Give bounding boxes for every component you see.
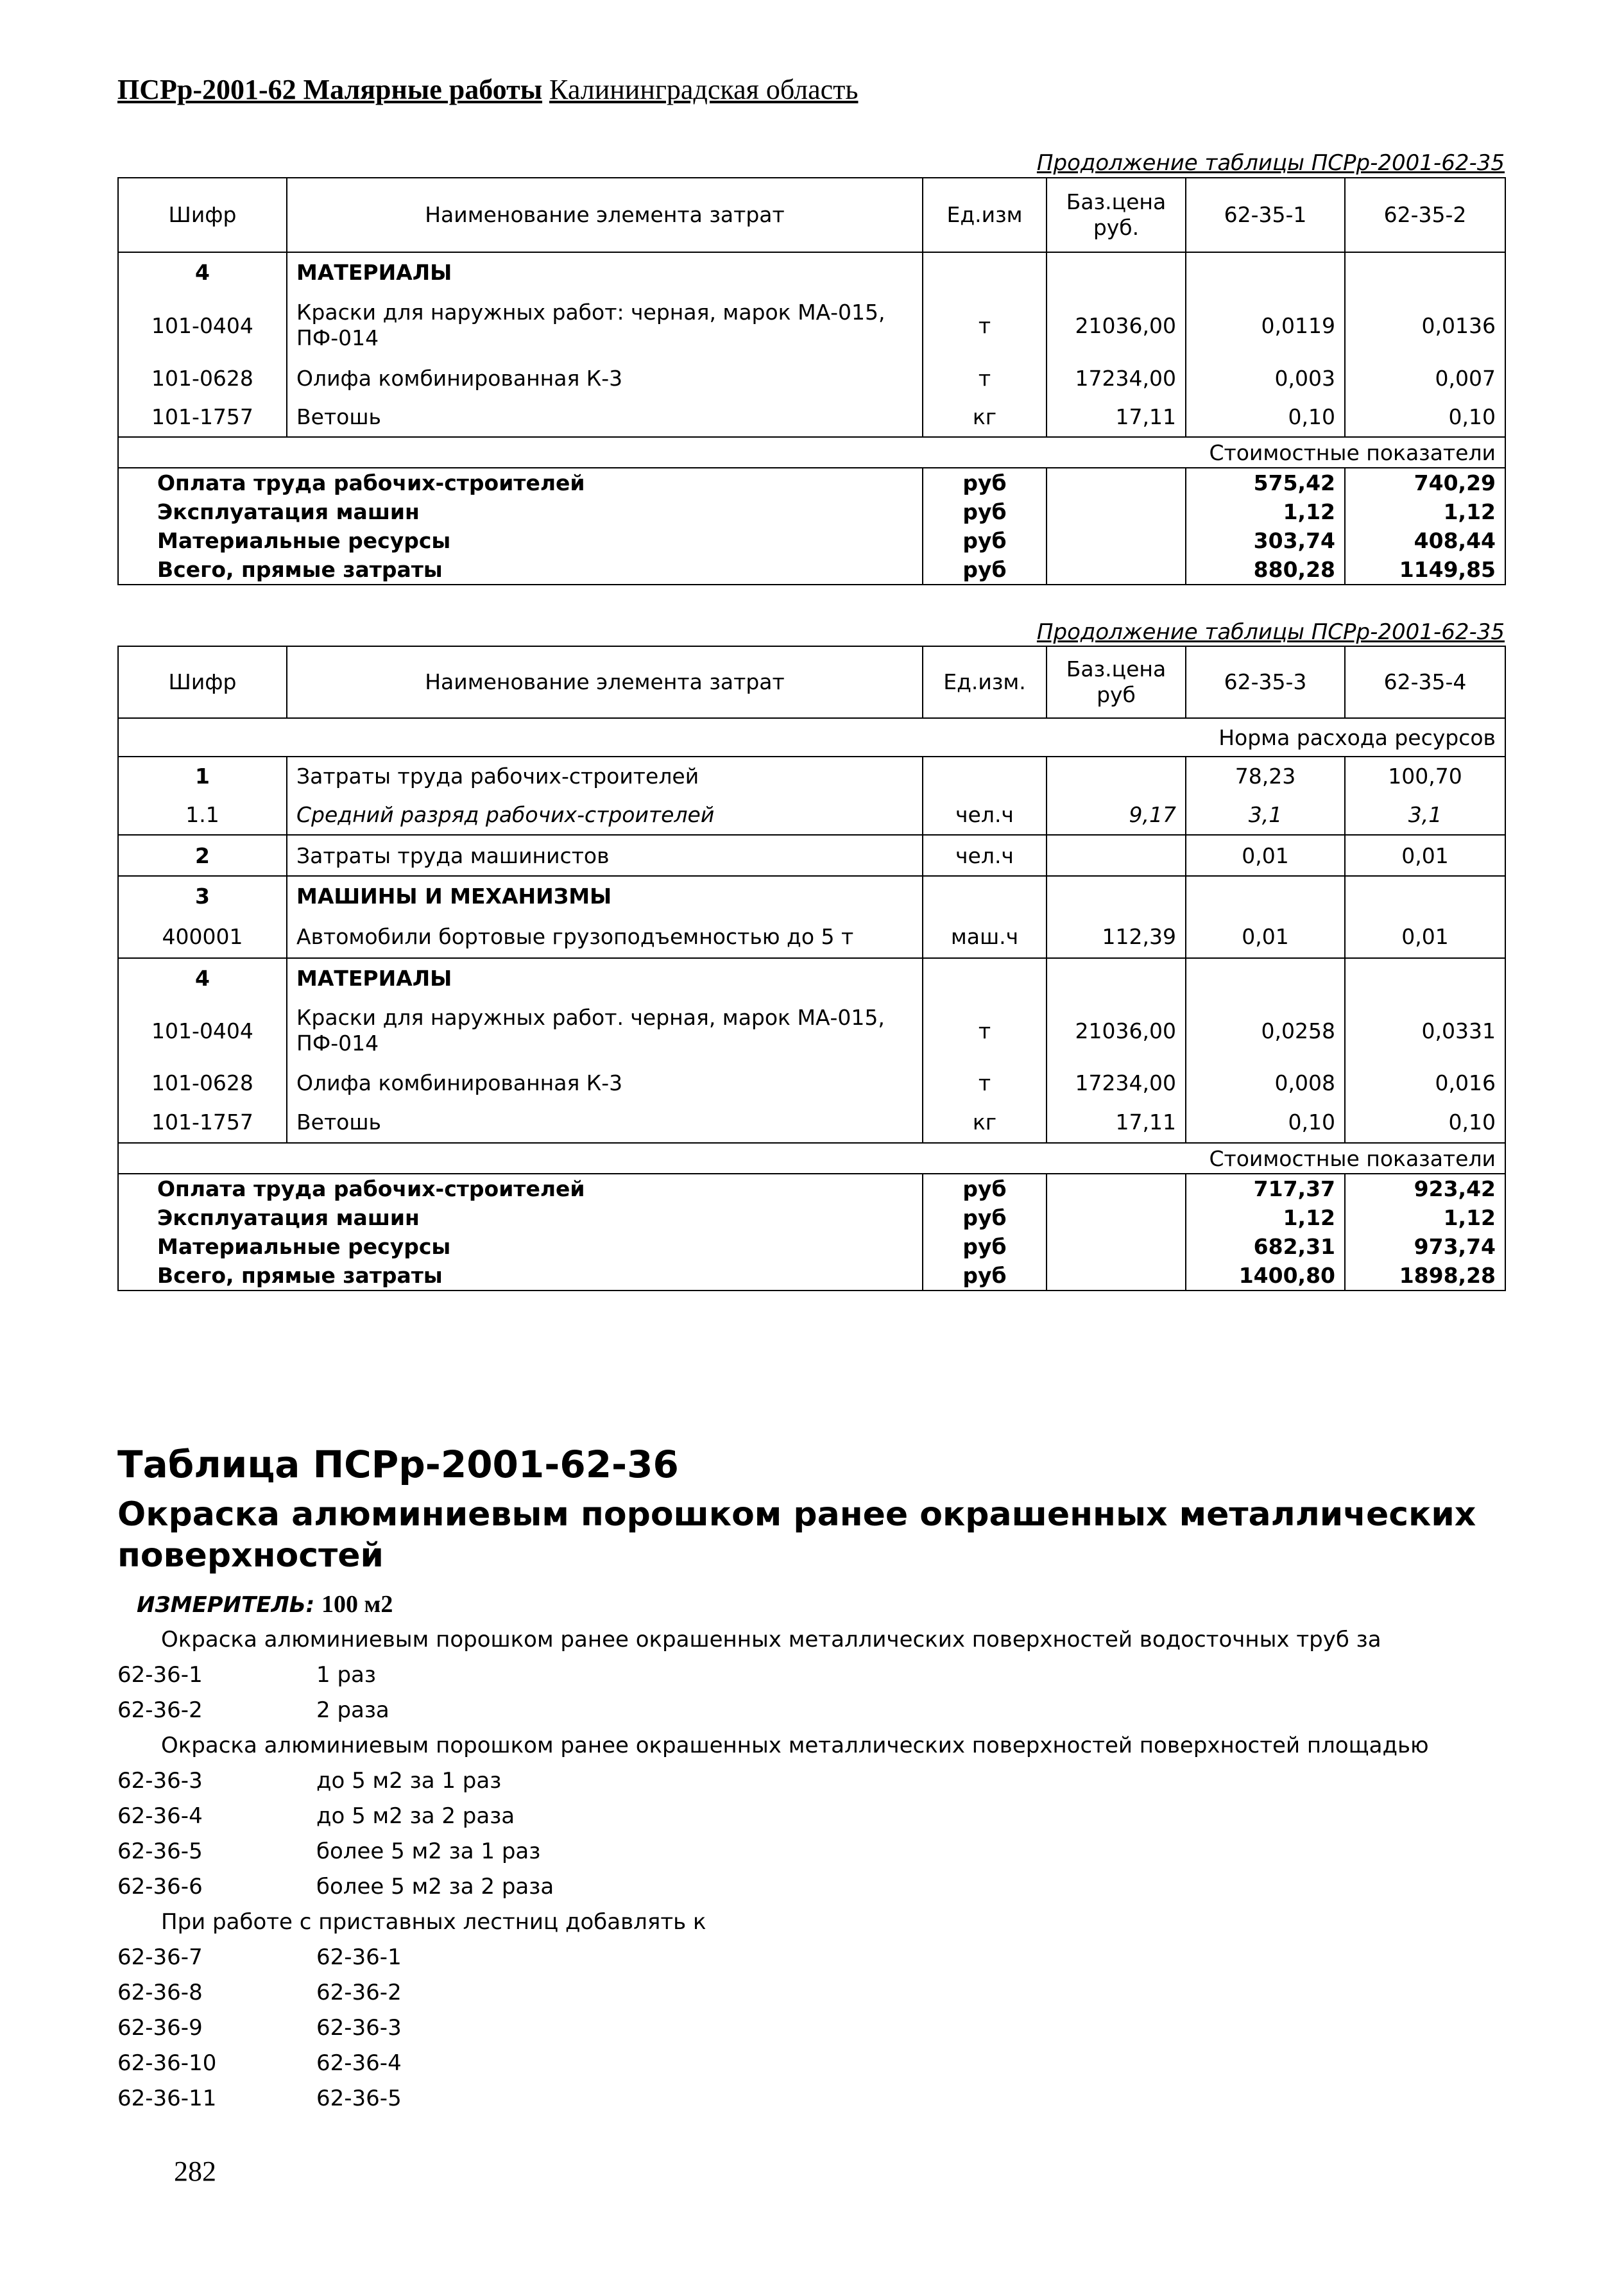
total-label-labor: Оплата труда рабочих-строителей [157,470,585,495]
row-code: 101-0628 [118,1063,287,1102]
row-value-2: 0,016 [1345,1063,1505,1102]
item-desc: 2 раза [316,1697,389,1723]
total-value: 682,31 [1253,1234,1335,1259]
table1-cost-label-row [118,437,1505,468]
item-desc: до 5 м2 за 1 раз [316,1768,502,1794]
row-unit: чел.ч [923,835,1047,876]
total-unit: руб [962,1205,1007,1230]
item-desc: 1 раз [316,1662,376,1688]
row-number: 1.1 [118,795,287,835]
table1-continuation: Продолжение таблицы ПСРр-2001-62-35 [1036,150,1505,176]
table-row [118,1102,1505,1143]
row-name: Средний разряд рабочих-строителей [287,795,923,835]
line-text: При работе с приставных лестниц добавлять к [161,1909,706,1935]
table-row [118,1063,1505,1102]
row-value-2: 0,0136 [1345,292,1505,359]
section-name: МАТЕРИАЛЫ [287,252,923,292]
row-unit: маш.ч [923,916,1047,958]
row-unit: чел.ч [923,795,1047,835]
total-label-materials: Материальные ресурсы [157,528,451,553]
header-code-title: ПСРр-2001-62 Малярные работы [117,74,543,105]
totals-labels [118,1174,923,1291]
item-code: 62-36-11 [117,2086,217,2111]
row-price: 21036,00 [1047,292,1186,359]
total-unit: руб [962,528,1007,553]
table2-header-price: Баз.цена руб [1047,646,1186,718]
cost-indicators-label: Стоимостные показатели [118,437,1505,468]
table2 [117,646,1506,1291]
row-value-1: 0,0119 [1186,292,1345,359]
section-title: Таблица ПСРр-2001-62-36 [117,1443,679,1486]
total-label-direct: Всего, прямые затраты [157,557,443,582]
page-header [117,72,858,108]
row-name: Автомобили бортовые грузоподъемностью до 5 т [287,916,923,958]
item-code: 62-36-8 [117,1980,203,2005]
total-unit: руб [962,1176,1007,1201]
totals-col2 [1345,468,1505,585]
total-unit: руб [962,1234,1007,1259]
row-name: Ветошь [287,397,923,437]
total-unit: руб [962,470,1007,495]
table2-norm-label-row [118,718,1505,757]
table1-totals [118,468,1505,585]
page-number: 282 [174,2156,216,2187]
cost-indicators-label: Стоимостные показатели [118,1143,1505,1174]
total-value: 1898,28 [1399,1263,1496,1288]
item-code: 62-36-7 [117,1944,203,1970]
table1 [117,177,1506,585]
table2-header-row [118,646,1505,718]
totals-units [923,468,1047,585]
totals-labels [118,468,923,585]
section-number: 3 [118,876,287,916]
table2-header-col4: 62-35-4 [1345,646,1505,718]
total-value: 303,74 [1253,528,1335,553]
total-value: 1,12 [1443,499,1496,524]
total-value: 1,12 [1283,499,1335,524]
row-code: 101-1757 [118,397,287,437]
item-desc: более 5 м2 за 2 раза [316,1874,554,1900]
row-unit: кг [923,1102,1047,1143]
row-price: 17,11 [1047,1102,1186,1143]
row-number: 1 [118,757,287,795]
table1-header-name: Наименование элемента затрат [287,178,923,252]
table2-section4-row [118,958,1505,998]
total-label-machines: Эксплуатация машин [157,1205,420,1230]
item-desc: 62-36-4 [316,2050,402,2076]
total-label-materials: Материальные ресурсы [157,1234,451,1259]
totals-col2 [1345,1174,1505,1291]
table1-header-row [118,178,1505,252]
item-desc: 62-36-1 [316,1944,402,1970]
row-code: 101-0628 [118,359,287,397]
total-value: 1,12 [1443,1205,1496,1230]
row-value-1: 0,10 [1186,397,1345,437]
row-value-1: 0,01 [1186,835,1345,876]
table2-continuation: Продолжение таблицы ПСРр-2001-62-35 [1036,619,1505,645]
item-code: 62-36-4 [117,1803,203,1829]
table-row [118,359,1505,397]
total-value: 880,28 [1253,557,1335,582]
table-row [118,397,1505,437]
row-value-1: 3,1 [1186,795,1345,835]
row-value-2: 0,10 [1345,1102,1505,1143]
row-value-2: 0,0331 [1345,998,1505,1063]
total-label-labor: Оплата труда рабочих-строителей [157,1176,585,1201]
item-code: 62-36-5 [117,1839,203,1864]
total-label-machines: Эксплуатация машин [157,499,420,524]
item-desc: более 5 м2 за 1 раз [316,1839,541,1864]
total-value: 740,29 [1414,470,1496,495]
line-text: Окраска алюминиевым порошком ранее окрашенных металлических поверхностей водосточных труб за [161,1627,1381,1652]
totals-col1 [1186,468,1345,585]
totals-units [923,1174,1047,1291]
item-desc: 62-36-2 [316,1980,402,2005]
row-value-2: 0,10 [1345,397,1505,437]
norm-label: Норма расхода ресурсов [118,718,1505,757]
total-unit: руб [962,1263,1007,1288]
row-name: Затраты труда рабочих-строителей [287,757,923,795]
table-row [118,292,1505,359]
row-unit: т [923,292,1047,359]
row-unit: т [923,359,1047,397]
row-value-1: 0,01 [1186,916,1345,958]
totals-col1 [1186,1174,1345,1291]
table2-header-col3: 62-35-3 [1186,646,1345,718]
table-row [118,916,1505,958]
total-value: 1,12 [1283,1205,1335,1230]
row-name: Олифа комбинированная К-3 [287,359,923,397]
row-name: Затраты труда машинистов [287,835,923,876]
row-price: 21036,00 [1047,998,1186,1063]
row-value-2: 0,01 [1345,835,1505,876]
item-desc: 62-36-3 [316,2015,402,2041]
total-value: 717,37 [1253,1176,1335,1201]
item-code: 62-36-2 [117,1697,203,1723]
row-price: 17234,00 [1047,359,1186,397]
row-value-1: 0,003 [1186,359,1345,397]
row-code: 101-1757 [118,1102,287,1143]
row-code: 101-0404 [118,998,287,1063]
row-unit: кг [923,397,1047,437]
item-desc: 62-36-5 [316,2086,402,2111]
total-value: 408,44 [1414,528,1496,553]
row-price: 9,17 [1047,795,1186,835]
table1-header-code: Шифр [118,178,287,252]
row-value-2: 0,01 [1345,916,1505,958]
header-region: Калининградская область [549,74,859,105]
table2-section3-row [118,876,1505,916]
total-value: 923,42 [1414,1176,1496,1201]
total-value: 575,42 [1253,470,1335,495]
meter-label: ИЗМЕРИТЕЛЬ: [137,1592,315,1618]
row-code: 101-0404 [118,292,287,359]
table2-cost-label-row [118,1143,1505,1174]
row-value-1: 0,0258 [1186,998,1345,1063]
row-name: Краски для наружных работ. черная, марок МА-015, ПФ-014 [287,998,923,1063]
table1-header-price: Баз.цена руб. [1047,178,1186,252]
total-unit: руб [962,499,1007,524]
item-code: 62-36-1 [117,1662,203,1688]
table-row [118,795,1505,835]
table-row [118,835,1505,876]
row-value-2: 0,007 [1345,359,1505,397]
table1-header-unit: Ед.изм [923,178,1047,252]
table1-header-col1: 62-35-1 [1186,178,1345,252]
table-row [118,757,1505,795]
item-code: 62-36-6 [117,1874,203,1900]
row-number: 2 [118,835,287,876]
table1-header-col2: 62-35-2 [1345,178,1505,252]
table2-totals [118,1174,1505,1291]
row-price: 112,39 [1047,916,1186,958]
row-value-1: 78,23 [1186,757,1345,795]
total-value: 1400,80 [1238,1263,1335,1288]
row-name: Ветошь [287,1102,923,1143]
line-text: Окраска алюминиевым порошком ранее окрашенных металлических поверхностей поверхностей площадью [161,1733,1429,1758]
section-name: МАТЕРИАЛЫ [287,958,923,998]
total-unit: руб [962,557,1007,582]
total-label-direct: Всего, прямые затраты [157,1263,443,1288]
table-row [118,998,1505,1063]
row-value-1: 0,008 [1186,1063,1345,1102]
section-number: 4 [118,958,287,998]
row-price: 17234,00 [1047,1063,1186,1102]
table2-header-unit: Ед.изм. [923,646,1047,718]
row-name: Олифа комбинированная К-3 [287,1063,923,1102]
row-name: Краски для наружных работ: черная, марок МА-015, ПФ-014 [287,292,923,359]
table2-header-name: Наименование элемента затрат [287,646,923,718]
item-code: 62-36-3 [117,1768,203,1794]
item-code: 62-36-10 [117,2050,217,2076]
table2-header-code: Шифр [118,646,287,718]
total-value: 973,74 [1414,1234,1496,1259]
item-desc: до 5 м2 за 2 раза [316,1803,515,1829]
row-price: 17,11 [1047,397,1186,437]
meter-line [137,1590,393,1618]
row-code: 400001 [118,916,287,958]
section-name: МАШИНЫ И МЕХАНИЗМЫ [287,876,923,916]
section-subtitle: Окраска алюминиевым порошком ранее окрашенных металлических поверхностей [117,1495,1476,1575]
meter-value: 100 м2 [321,1591,393,1618]
row-unit: т [923,998,1047,1063]
total-value: 1149,85 [1399,557,1496,582]
row-value-1: 0,10 [1186,1102,1345,1143]
table1-section-row [118,252,1505,292]
item-code: 62-36-9 [117,2015,203,2041]
row-value-2: 100,70 [1345,757,1505,795]
row-value-2: 3,1 [1345,795,1505,835]
row-unit: т [923,1063,1047,1102]
section-number: 4 [118,252,287,292]
